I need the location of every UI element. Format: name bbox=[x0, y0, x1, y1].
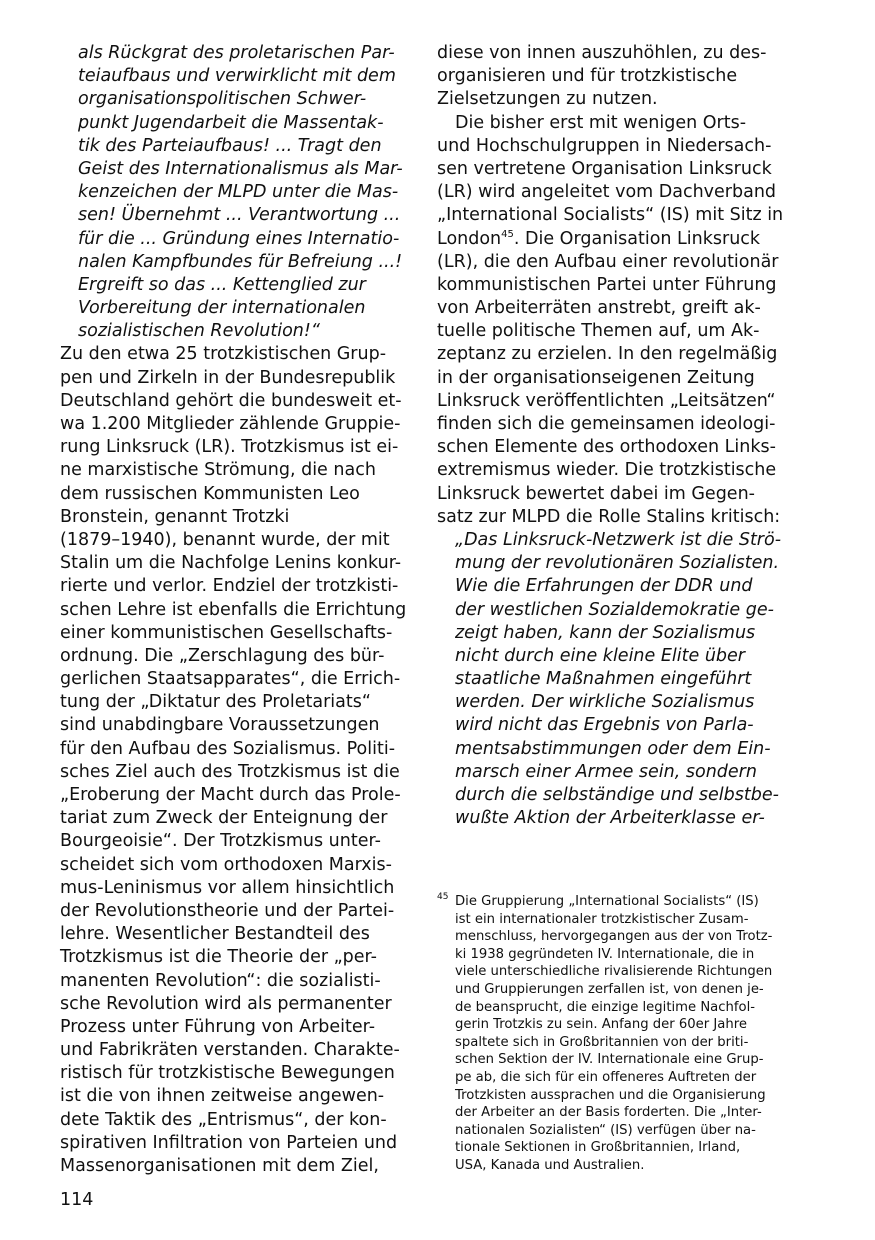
text-line: Stalin um die Nachfolge Lenins konkur- bbox=[60, 553, 402, 574]
text-line: Massenorganisationen mit dem Ziel, bbox=[60, 1156, 379, 1176]
text-line: dem russischen Kommunisten Leo bbox=[60, 483, 360, 504]
text-line: (LR), die den Aufbau einer revolutionär bbox=[437, 251, 779, 272]
text-line: nalen Kampfbundes für Befreiung ...! bbox=[78, 251, 403, 272]
text-line: menschluss, hervorgegangen aus der von Trotz- bbox=[455, 929, 773, 945]
text-line: ist ein internationaler trotzkistischer Zusam- bbox=[455, 911, 749, 927]
text-line: von Arbeiterräten anstrebt, greift ak- bbox=[437, 298, 761, 319]
text-line: ist die von ihnen zeitweise angewen- bbox=[60, 1086, 385, 1107]
text-line: lehre. Wesentlicher Bestandteil des bbox=[60, 924, 370, 945]
footnote-number: 45 bbox=[437, 892, 449, 902]
text-line: mus-Leninismus vor allem hinsichtlich bbox=[60, 877, 395, 898]
text-line: schen Lehre ist ebenfalls die Errichtung bbox=[60, 599, 407, 620]
left-body-text bbox=[60, 343, 405, 1178]
text-line: ristisch für trotzkistische Bewegungen bbox=[60, 1063, 395, 1084]
text-line: spirativen Infiltration von Parteien und bbox=[60, 1132, 398, 1153]
text-line: nicht durch eine kleine Elite über bbox=[455, 645, 745, 666]
text-line: „International Socialists“ (IS) mit Sitz in bbox=[437, 205, 784, 226]
text-line: sozialistischen Revolution!“ bbox=[78, 321, 320, 342]
text-line: ne marxistische Strömung, die nach bbox=[60, 460, 376, 481]
text-line: marsch einer Armee sein, sondern bbox=[455, 761, 757, 782]
para2-remaining-lines bbox=[437, 251, 782, 529]
text-line: der Revolutionstheorie und der Partei- bbox=[60, 900, 395, 921]
text-line: schen Sektion der IV. Internationale eine Grup- bbox=[455, 1052, 764, 1068]
text-line: rung Linksruck (LR). Trotzkismus ist ei- bbox=[60, 437, 399, 458]
text-line: Bourgeoisie“. Der Trotzkismus unter- bbox=[60, 831, 381, 852]
right-quote-block bbox=[437, 529, 782, 830]
text-line: und Gruppierungen zerfallen ist, von denen je- bbox=[455, 981, 764, 997]
text-line: wa 1.200 Mitglieder zählende Gruppie- bbox=[60, 414, 401, 434]
text-line: Die Gruppierung „International Socialists“ (IS) bbox=[455, 894, 759, 909]
right-paragraph-2 bbox=[437, 112, 782, 529]
text-line: spaltete sich in Großbritannien von der briti- bbox=[455, 1034, 749, 1050]
text-line: Bronstein, genannt Trotzki bbox=[60, 506, 290, 527]
text-line: Zielsetzungen zu nutzen. bbox=[437, 89, 658, 110]
text-line: für den Aufbau des Sozialismus. Politi- bbox=[60, 738, 396, 759]
text-line: kenzeichen der MLPD unter die Mas- bbox=[78, 182, 399, 203]
text-line: sen! Übernehmt ... Verantwortung ... bbox=[78, 205, 401, 226]
text-line: einer kommunistischen Gesellschafts- bbox=[60, 622, 393, 643]
text-line: durch die selbständige und selbstbe- bbox=[455, 785, 779, 805]
text-line: Ergreift so das ... Kettenglied zur bbox=[78, 274, 366, 295]
ref-line-text: London bbox=[437, 228, 502, 249]
text-line: Prozess unter Führung von Arbeiter- bbox=[60, 1016, 376, 1037]
text-line: punkt Jugendarbeit die Massentak- bbox=[78, 112, 384, 133]
text-line: extremismus wieder. Die trotzkistische bbox=[437, 460, 777, 481]
para2-first-lines bbox=[437, 112, 782, 228]
text-line: zeigt haben, kann der Sozialismus bbox=[455, 622, 756, 643]
text-line: Wie die Erfahrungen der DDR und bbox=[455, 576, 753, 597]
text-line: viele unterschiedliche rivalisierende Richtungen bbox=[455, 964, 773, 980]
text-line: tik des Parteiaufbaus! ... Tragt den bbox=[78, 135, 382, 156]
text-line: der westlichen Sozialdemokratie ge- bbox=[455, 599, 774, 620]
text-line: pe ab, die sich für ein offeneres Auftreten der bbox=[455, 1069, 757, 1085]
text-line: gerlichen Staatsapparates“, die Errich- bbox=[60, 669, 401, 690]
right-column bbox=[437, 42, 782, 830]
text-line: für die ... Gründung eines Internatio- bbox=[78, 228, 400, 249]
text-line: dete Taktik des „Entrismus“, der kon- bbox=[60, 1109, 387, 1130]
text-line: ordnung. Die „Zerschlagung des bür- bbox=[60, 645, 385, 666]
text-line: (1879–1940), benannt wurde, der mit bbox=[60, 529, 390, 550]
text-line: gerin Trotzkis zu sein. Anfang der 60er Jahre bbox=[455, 1017, 747, 1033]
text-line: wird nicht das Ergebnis von Parla- bbox=[455, 715, 754, 736]
text-line: tionale Sektionen in Großbritannien, Irland, bbox=[455, 1140, 741, 1156]
text-line: organisationspolitischen Schwer- bbox=[78, 89, 367, 110]
text-line: der Arbeiter an der Basis forderten. Die „Inter- bbox=[455, 1105, 762, 1121]
text-line: und Fabrikräten verstanden. Charakte- bbox=[60, 1040, 400, 1061]
text-line: wußte Aktion der Arbeiterklasse er- bbox=[455, 808, 765, 829]
left-quote-block bbox=[60, 42, 405, 343]
text-line: Geist des Internationalismus als Mar- bbox=[78, 158, 403, 179]
text-line: mung der revolutionären Sozialisten. bbox=[455, 553, 780, 574]
text-line: Vorbereitung der internationalen bbox=[78, 298, 366, 319]
text-line: Die bisher erst mit wenigen Orts- bbox=[455, 112, 747, 133]
text-line: USA, Kanada und Australien. bbox=[455, 1157, 645, 1173]
text-line: als Rückgrat des proletarischen Par- bbox=[78, 43, 395, 63]
text-line: teiaufbaus und verwirklicht mit dem bbox=[78, 66, 396, 87]
text-line: tuelle politische Themen auf, um Ak- bbox=[437, 321, 760, 342]
footnote-text bbox=[437, 893, 782, 1175]
text-line: Deutschland gehört die bundesweit et- bbox=[60, 390, 402, 411]
text-line: organisieren und für trotzkistische bbox=[437, 66, 738, 87]
text-line: sen vertretene Organisation Linksruck bbox=[437, 158, 772, 179]
text-line: ki 1938 gegründeten IV. Internationale, die in bbox=[455, 946, 755, 962]
text-line: Trotzkismus ist die Theorie der „per- bbox=[60, 947, 377, 968]
text-line: pen und Zirkeln in der Bundesrepublik bbox=[60, 367, 396, 388]
text-line: staatliche Maßnahmen eingeführt bbox=[455, 669, 752, 690]
text-line: Linksruck bewertet dabei im Gegen- bbox=[437, 483, 755, 504]
left-column bbox=[60, 42, 405, 1178]
text-line: sind unabdingbare Voraussetzungen bbox=[60, 715, 380, 736]
ref-line-after: . Die Organisation Linksruck bbox=[513, 228, 761, 249]
text-line: zeptanz zu erzielen. In den regelmäßig bbox=[437, 344, 778, 365]
text-line: satz zur MLPD die Rolle Stalins kritisch: bbox=[437, 506, 781, 527]
text-line: „Das Linksruck-Netzwerk ist die Strö- bbox=[455, 529, 782, 550]
text-line: de beansprucht, die einzige legitime Nachfol- bbox=[455, 999, 756, 1015]
text-line: rierte und verlor. Endziel der trotzkisti- bbox=[60, 576, 399, 597]
footnote-marker-45[interactable]: 45 bbox=[501, 228, 514, 240]
text-line: (LR) wird angeleitet vom Dachverband bbox=[437, 182, 777, 203]
footnote-reference-line bbox=[437, 228, 782, 251]
text-line: sche Revolution wird als permanenter bbox=[60, 993, 392, 1014]
text-line: und Hochschulgruppen in Niedersach- bbox=[437, 135, 772, 156]
page-number: 114 bbox=[60, 1190, 94, 1210]
text-line: finden sich die gemeinsamen ideologi- bbox=[437, 414, 776, 434]
text-line: diese von innen auszuhöhlen, zu des- bbox=[437, 43, 767, 63]
text-line: manenten Revolution“: die sozialisti- bbox=[60, 970, 381, 991]
footnote-45 bbox=[437, 893, 782, 1175]
text-line: kommunistischen Partei unter Führung bbox=[437, 274, 777, 295]
text-line: tung der „Diktatur des Proletariats“ bbox=[60, 692, 371, 713]
text-line: mentsabstimmungen oder dem Ein- bbox=[455, 738, 771, 759]
text-line: scheidet sich vom orthodoxen Marxis- bbox=[60, 854, 392, 875]
text-line: schen Elemente des orthodoxen Links- bbox=[437, 437, 776, 458]
text-line: in der organisationseigenen Zeitung bbox=[437, 367, 755, 388]
text-line: Zu den etwa 25 trotzkistischen Grup- bbox=[60, 344, 387, 365]
text-line: Trotzkisten aussprachen und die Organisierung bbox=[455, 1087, 766, 1103]
text-line: Linksruck veröffentlichten „Leitsätzen“ bbox=[437, 390, 776, 411]
text-line: tariat zum Zweck der Enteignung der bbox=[60, 808, 388, 829]
text-line: nationalen Sozialisten“ (IS) verfügen über na- bbox=[455, 1122, 756, 1138]
right-continuation-text bbox=[437, 42, 782, 112]
text-line: werden. Der wirkliche Sozialismus bbox=[455, 692, 755, 713]
text-line: sches Ziel auch des Trotzkismus ist die bbox=[60, 761, 400, 782]
text-line: „Eroberung der Macht durch das Prole- bbox=[60, 785, 401, 805]
